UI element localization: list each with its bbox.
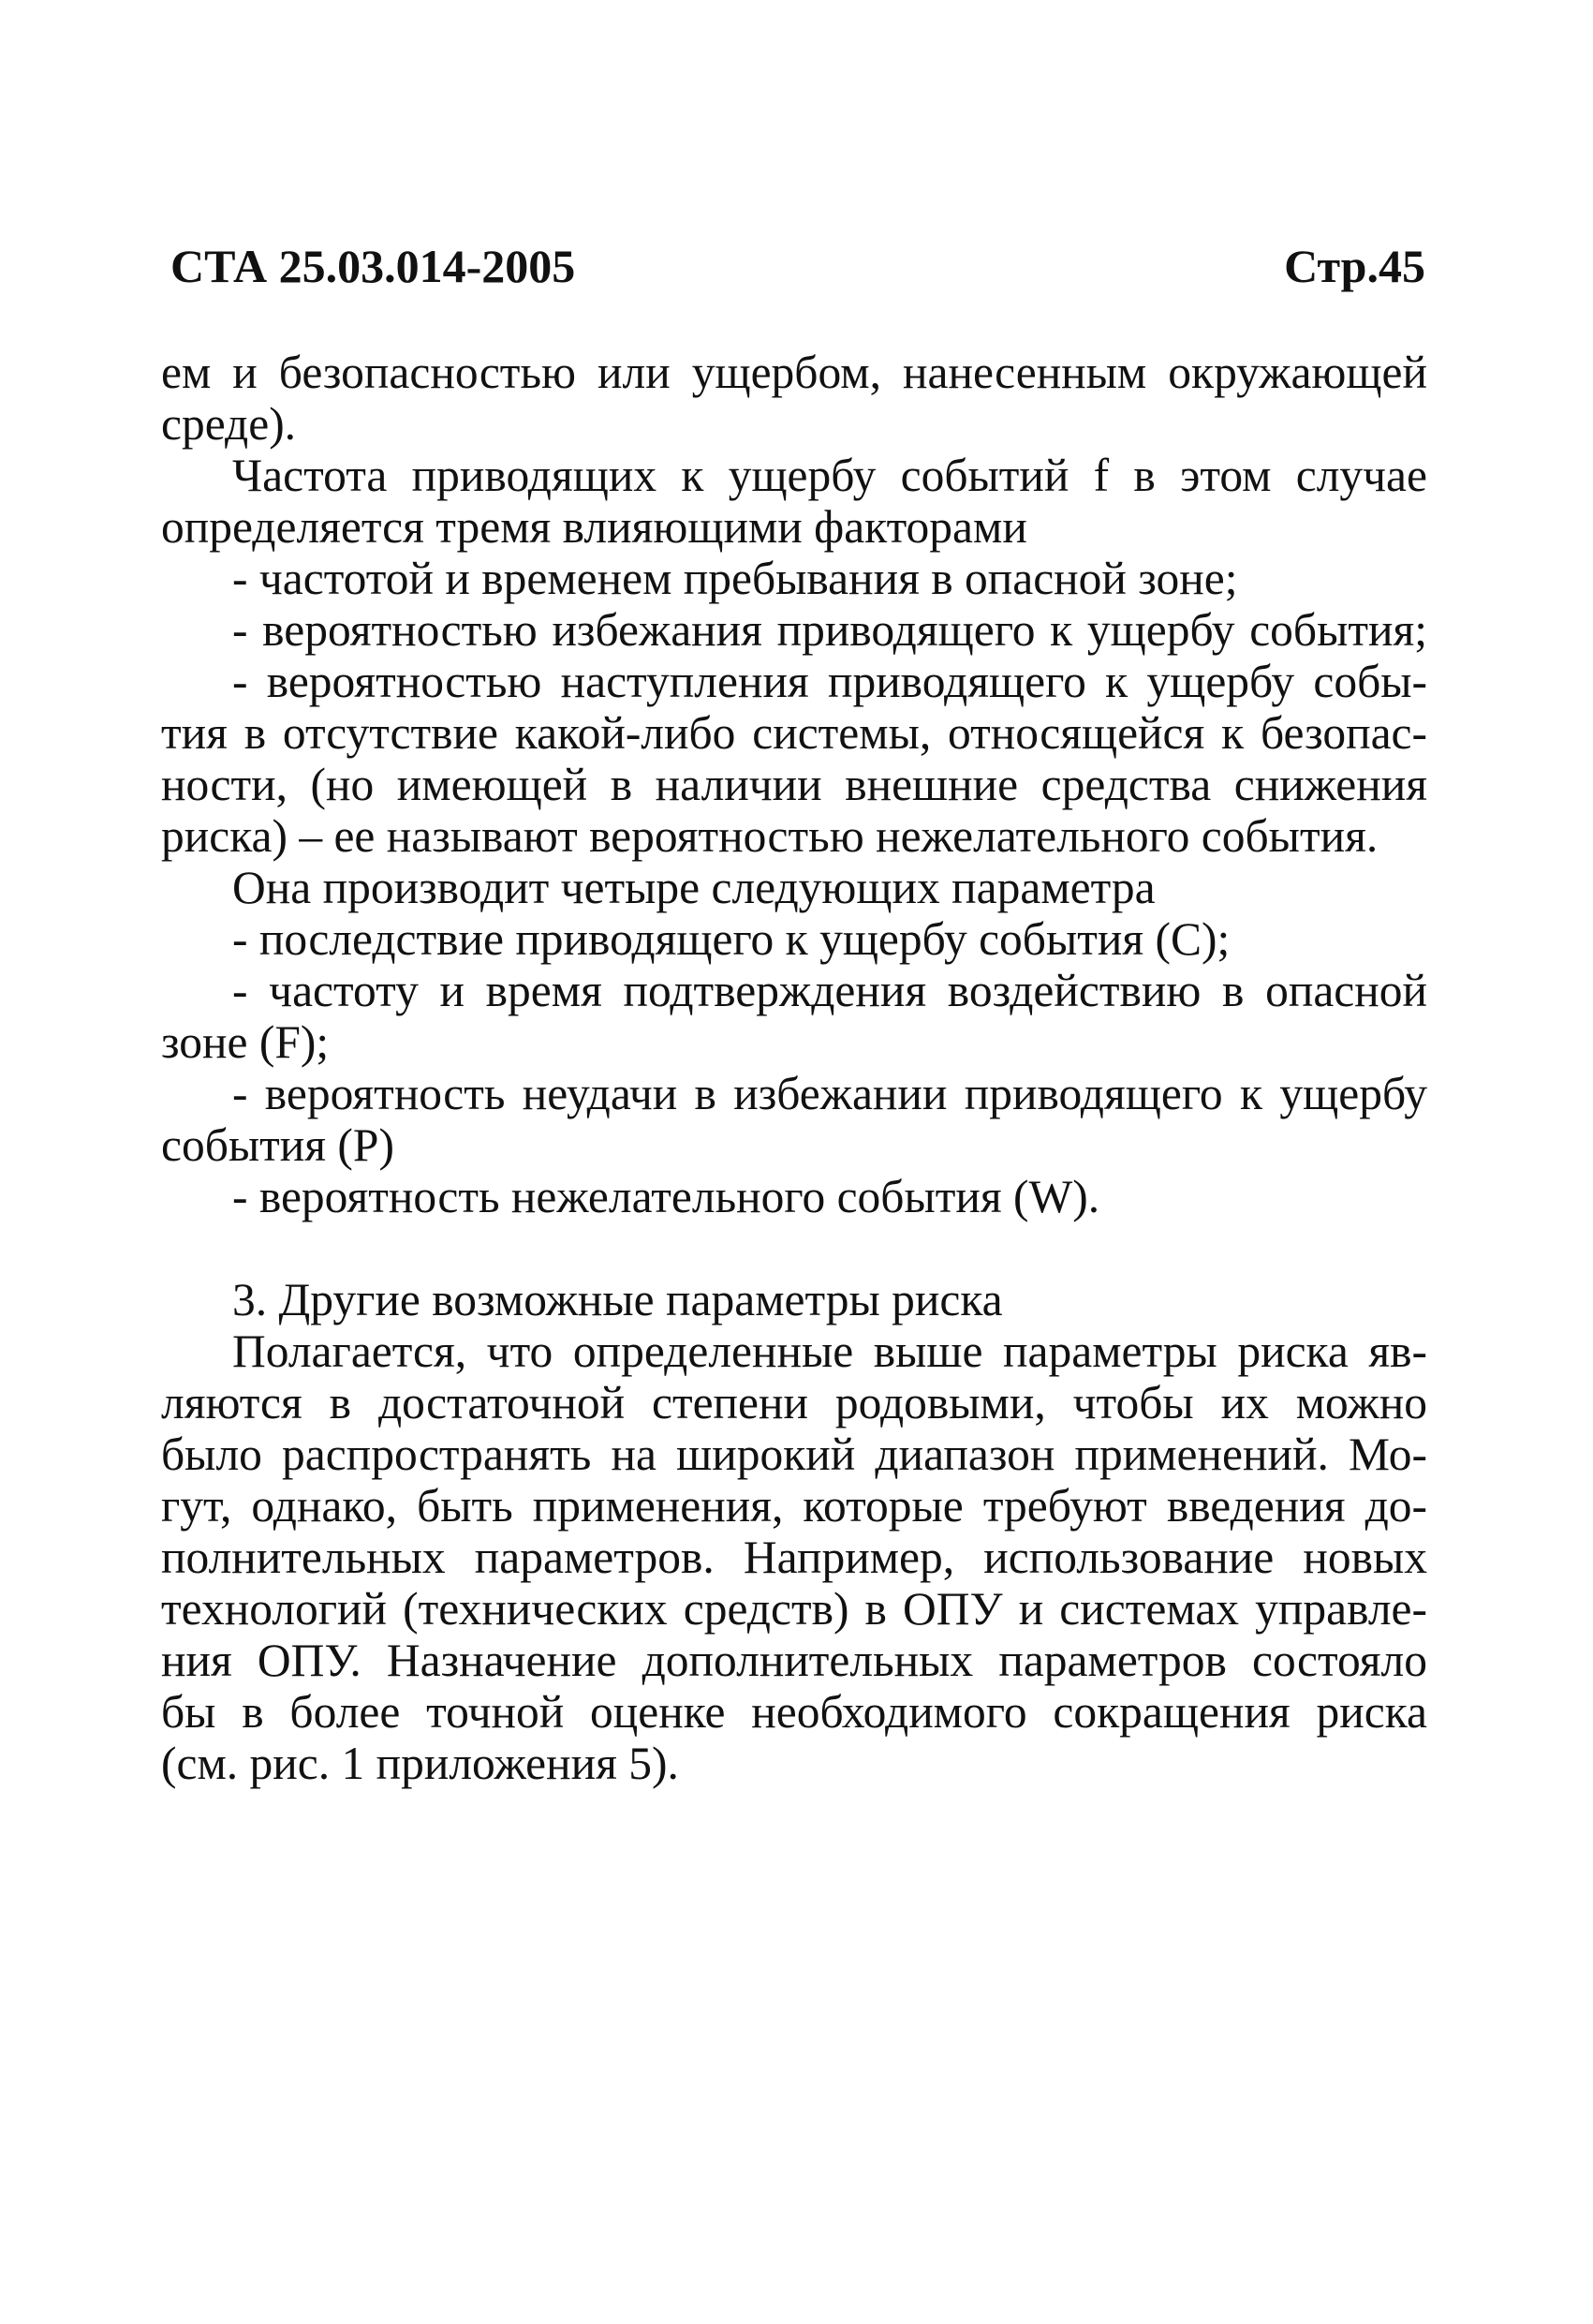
text-line: тия в отсутствие какой-либо системы, относящейся к безопас- [161,707,1427,759]
text-line: зоне (F); [161,1016,330,1068]
document-code: СТА 25.03.014-2005 [170,240,576,292]
text-line: было распространять на широкий диапазон применений. Мо- [161,1428,1427,1480]
paragraph-first-line: Она производит четыре следующих параметра [232,862,1156,913]
text-line: ности, (но имеющей в наличии внешние средства снижения [161,759,1427,810]
text-line: определяется тремя влияющими факторами [161,501,1027,553]
text-line: ния ОПУ. Назначение дополнительных параметров состояло [161,1635,1427,1686]
text-line: (см. рис. 1 приложения 5). [161,1738,679,1789]
list-item: - вероятность неудачи в избежании приводящего к ущербу [232,1068,1427,1119]
text-line: среде). [161,398,297,450]
text-line: полнительных параметров. Например, использование новых [161,1532,1427,1583]
page-header [170,239,1425,304]
paragraph-first-line: Частота приводящих к ущербу событий f в этом случае [232,450,1427,501]
text-line: риска) – ее называют вероятностью нежелательного события. [161,810,1379,862]
list-item: - частотой и временем пребывания в опасной зоне; [232,553,1238,604]
text-line: гут, однако, быть применения, которые требуют введения до- [161,1480,1427,1532]
text-line: ем и безопасностью или ущербом, нанесенным окружающей [161,347,1427,398]
text-line: бы в более точной оценке необходимого сокращения риска [161,1686,1427,1738]
list-item: - вероятность нежелательного события (W). [232,1171,1100,1222]
list-item: - вероятностью наступления приводящего к ущербу собы- [232,656,1427,707]
list-item: - последствие приводящего к ущербу события (С); [232,913,1231,965]
paragraph-first-line: Полагается, что определенные выше параметры риска яв- [232,1325,1427,1377]
list-item: - вероятностью избежания приводящего к ущербу события; [232,604,1427,656]
section-heading: 3. Другие возможные параметры риска [232,1274,1003,1325]
text-line: технологий (технических средств) в ОПУ и системах управле- [161,1583,1427,1635]
text-line: ляются в достаточной степени родовыми, чтобы их можно [161,1377,1427,1428]
page-number: Стр.45 [1284,240,1425,292]
paragraph-gap [161,1222,1427,1274]
list-item: - частоту и время подтверждения воздействию в опасной [232,965,1427,1016]
body-text [161,347,1427,1789]
text-line: события (Р) [161,1119,394,1171]
